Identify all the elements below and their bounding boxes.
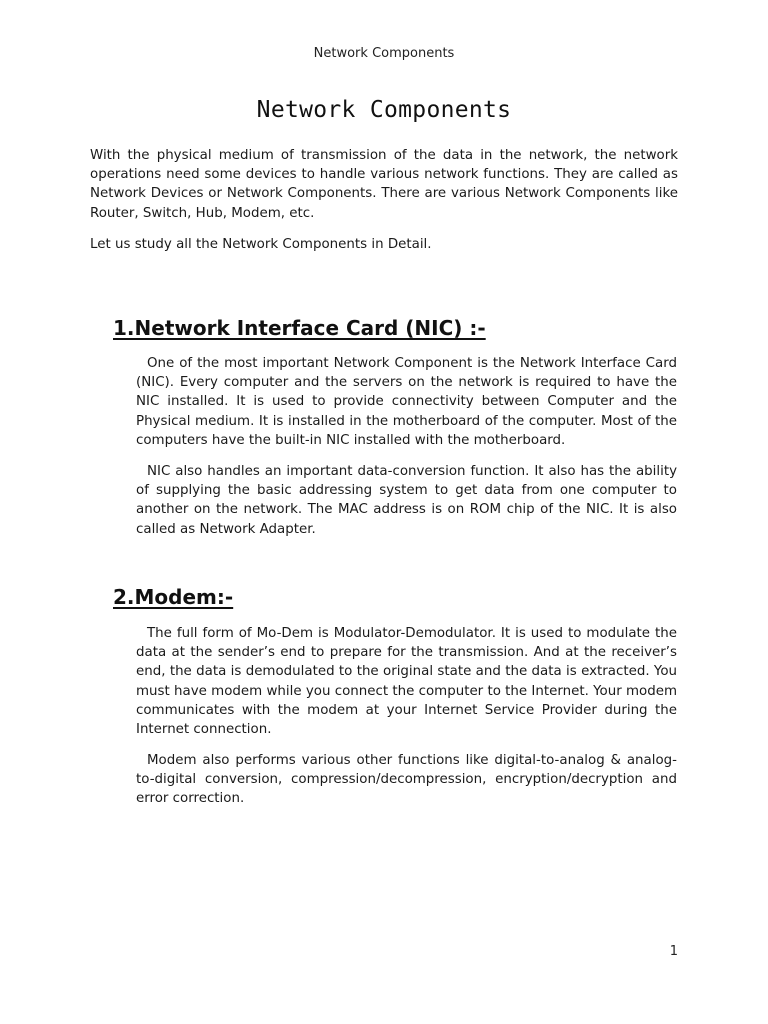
intro-paragraph: With the physical medium of transmission of the data in the network, the network operations need some devices to handle various network functions. They are called as Network Devices or Network Components. There are various Network Components like Router, Switch, Hub, Modem, etc.: [90, 148, 678, 221]
nic-paragraph: NIC also handles an important data-conversion function. It also has the ability of supplying the basic addressing system to get data from one computer to another on the network. The MAC address is on ROM chip of the NIC. It is also called as Network Adapter.: [136, 464, 677, 537]
modem-paragraph: Modem also performs various other functions like digital-to-analog & analog-to-digital conversion, compression/decompression, encryption/decryption and error correction.: [136, 753, 677, 807]
document-title: Network Components: [256, 97, 512, 123]
modem-paragraph: The full form of Mo-Dem is Modulator-Demodulator. It is used to modulate the data at the sender’s end to prepare for the transmission. And at the receiver’s end, the data is demodulated to the original state and the data is extracted. You must have modem while you connect the computer to the Internet. Your modem communicates with the modem at your Internet Service Provider during the Internet connection.: [136, 626, 677, 738]
running-header: Network Components: [313, 46, 455, 61]
nic-paragraph: One of the most important Network Component is the Network Interface Card (NIC). Every computer and the servers on the network is required to have the NIC installed. It is used to provide connectivity between Computer and the Physical medium. It is installed in the motherboard of the computer. Most of the computers have the built-in NIC installed with the motherboard.: [136, 356, 677, 448]
page-number: 1: [669, 944, 678, 959]
intro-paragraph: Let us study all the Network Components in Detail.: [90, 237, 432, 252]
section-heading-nic: 1.Network Interface Card (NIC) :-: [113, 316, 486, 340]
section-heading-modem: 2.Modem:-: [113, 585, 234, 609]
